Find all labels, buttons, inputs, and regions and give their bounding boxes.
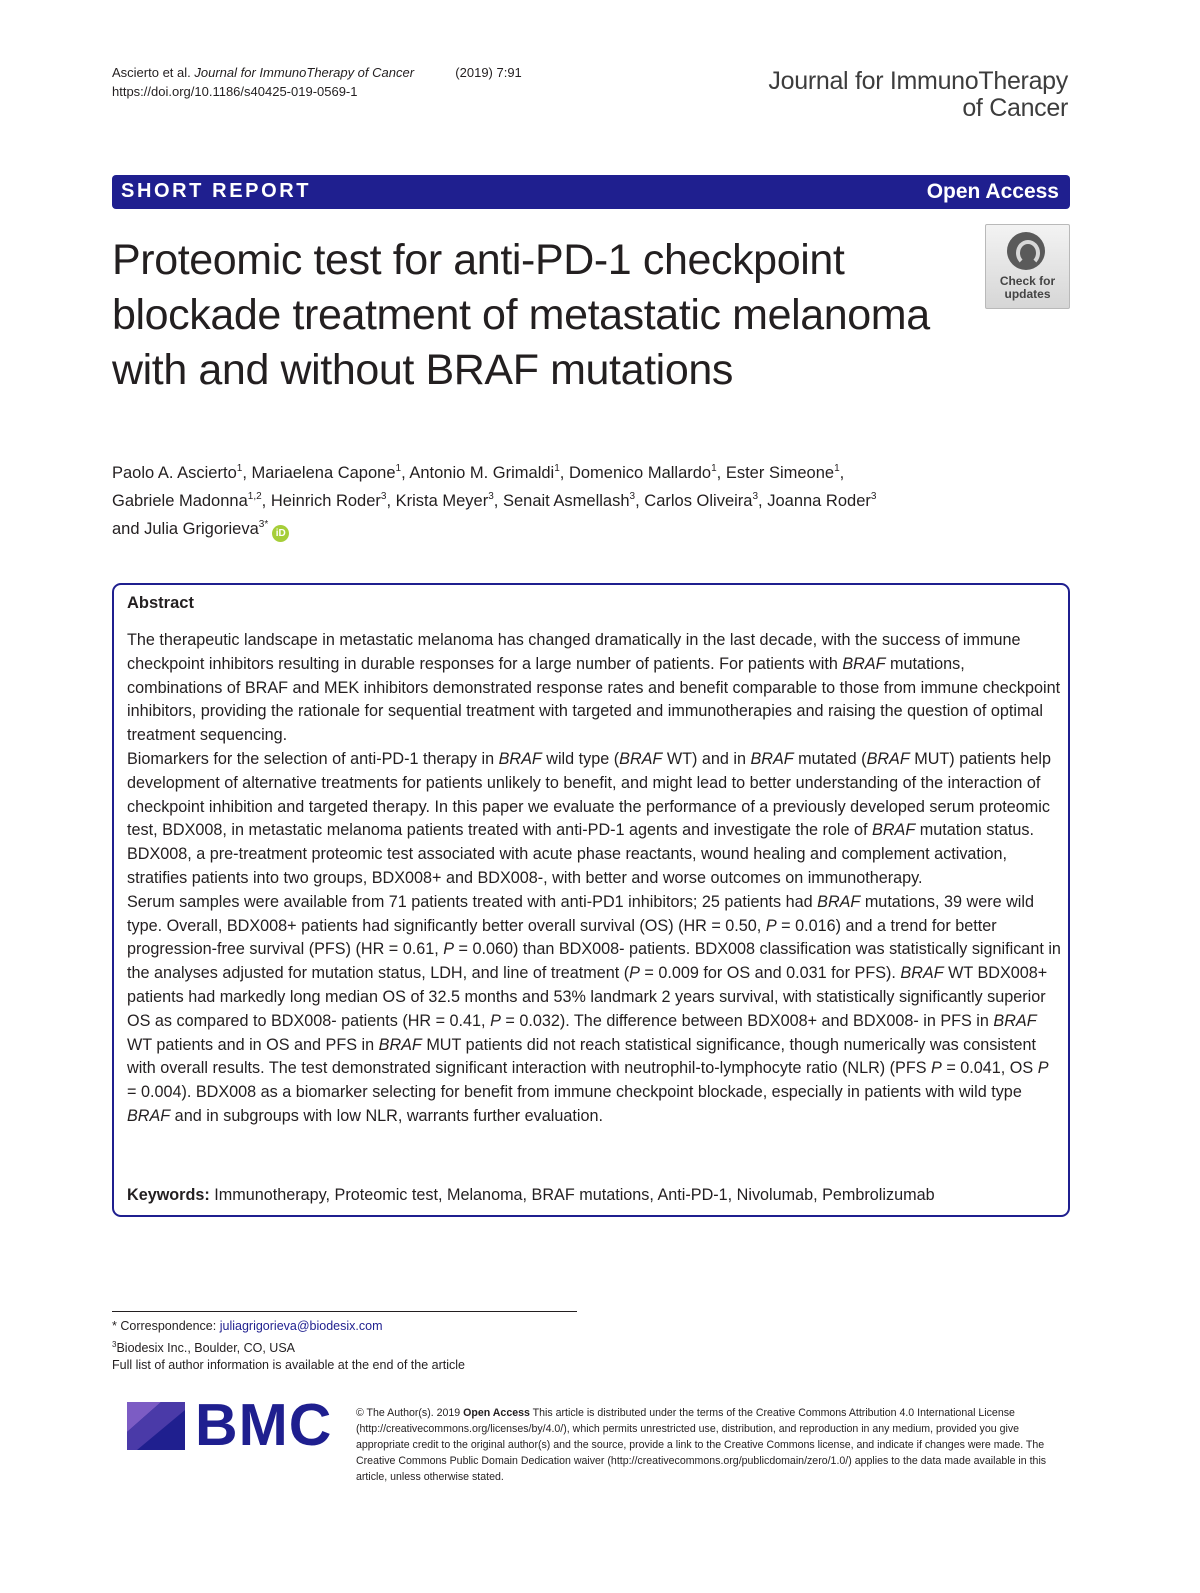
- author-affiliation: 3: [870, 491, 877, 502]
- author-affiliation: 1: [236, 463, 243, 474]
- abstract-heading: Abstract: [127, 594, 194, 612]
- keywords-line: [127, 1186, 935, 1205]
- journal-name: [768, 68, 1068, 122]
- open-access-label: Open Access: [926, 180, 1059, 203]
- author-affiliation: 3*: [258, 519, 269, 530]
- affiliation-text: Biodesix Inc., Boulder, CO, USA: [116, 1340, 296, 1355]
- author-affiliation: 1: [834, 463, 840, 474]
- author-name[interactable]: Joanna Roder: [767, 492, 871, 510]
- author-name[interactable]: Heinrich Roder: [270, 492, 381, 510]
- doi-link[interactable]: https://doi.org/10.1186/s40425-019-0569-1: [112, 84, 358, 99]
- bmc-logo-icon: [127, 1402, 185, 1450]
- abstract-box: [112, 583, 1070, 1217]
- author-name[interactable]: Krista Meyer: [395, 492, 489, 510]
- author-name[interactable]: Senait Asmellash: [502, 492, 630, 510]
- abstract-paragraph: Serum samples were available from 71 patients treated with anti-PD1 inhibitors; 25 patients had BRAF mutations, 39 were wild type. Overall, BDX008+ patients had significantly better overall survival (OS) (HR = 0.50, P = 0.016) and a trend for better progression-free survival (PFS) (HR = 0.61, P = 0.060) than BDX008- patients. BDX008 classification was statistically significant in the analyses adjusted for mutation status, LDH, and line of treatment (P = 0.009 for OS and 0.031 for PFS). BRAF WT BDX008+ patients had markedly long median OS of 32.5 months and 53% landmark 2 years survival, with statistically significantly superior OS as compared to BDX008- patients (HR = 0.41, P = 0.032). The difference between BDX008+ and BDX008- in PFS in BRAF WT patients and in OS and PFS in BRAF MUT patients did not reach statistical significance, though numerically was consistent with overall results. The test demonstrated significant interaction with neutrophil-to-lymphocyte ratio (NLR) (PFS P = 0.041, OS P = 0.004). BDX008 as a biomarker selecting for benefit from immune checkpoint blockade, especially in patients with wild type BRAF and in subgroups with low NLR, warrants further evaluation.: [127, 892, 1061, 1125]
- journal-name-line1: Journal for ImmunoTherapy: [768, 67, 1068, 95]
- license-lead: © The Author(s). 2019: [356, 1407, 461, 1419]
- license-open-access: Open Access: [463, 1407, 530, 1419]
- author-name[interactable]: Paolo A. Ascierto: [112, 464, 237, 482]
- citation-authors: Ascierto et al.: [112, 65, 191, 80]
- author-name[interactable]: Carlos Oliveira: [644, 492, 753, 510]
- bmc-logo-text: BMC: [195, 1392, 333, 1458]
- footnotes: [112, 1318, 465, 1375]
- author-affiliation: 3: [752, 491, 759, 502]
- orcid-icon[interactable]: iD: [272, 525, 289, 542]
- keywords-label: Keywords:: [127, 1186, 210, 1204]
- author-name[interactable]: Ester Simeone: [725, 464, 835, 482]
- keywords-list: Immunotherapy, Proteomic test, Melanoma, BRAF mutations, Anti-PD-1, Nivolumab, Pembrolizumab: [214, 1186, 935, 1204]
- abstract-body: [127, 629, 1061, 1129]
- author-name[interactable]: Gabriele Madonna: [112, 492, 248, 510]
- full-author-info-note: Full list of author information is available at the end of the article: [112, 1358, 465, 1373]
- author-affiliation: 3: [488, 491, 494, 502]
- author-name[interactable]: Antonio M. Grimaldi: [409, 464, 555, 482]
- article-title: Proteomic test for anti-PD-1 checkpoint blockade treatment of metastatic melanoma with and without BRAF mutations: [112, 236, 930, 394]
- license-text: This article is distributed under the terms of the Creative Commons Attribution 4.0 International License (http://creativecommons.org/licenses/by/4.0/), which permits unrestricted use, distribution, and reproduction in any medium, provided you give appropriate credit to the original author(s) and the source, provide a link to the Creative Commons license, and indicate if changes were made. The Creative Commons Public Domain Dedication waiver (http://creativecommons.org/publicdomain/zero/1.0/) applies to the data made available in this article, unless otherwise stated.: [356, 1407, 1047, 1483]
- journal-name-line2: of Cancer: [962, 94, 1068, 122]
- abstract-paragraph: The therapeutic landscape in metastatic melanoma has changed dramatically in the last decade, with the success of immune checkpoint inhibitors resulting in durable responses for a large number of patients. For patients with BRAF mutations, combinations of BRAF and MEK inhibitors demonstrated response rates and benefit comparable to those from immune checkpoint inhibitors, providing the rationale for sequential treatment with targeted and immunotherapies and raising the question of optimal treatment sequencing.: [127, 631, 1061, 745]
- running-header: [112, 63, 522, 82]
- author-affiliation: 3: [629, 491, 636, 502]
- citation-journal: Journal for ImmunoTherapy of Cancer: [194, 65, 415, 80]
- author-list: Paolo A. Ascierto$^1$, Mariaelena Capone$^1$, Antonio M. Grimaldi$^1$, Domenico Mallardo$^1$, Ester Simeone$^1$, Gabriele Madonna$^{1,2}$, Heinrich Roder$^3$, Krista Meyer$^3$, Senait Asmellash$^3$, Carlos Oliveira$^3$, Joanna Roder$^3$ and Julia Grigorieva$^{3*}$iD: [112, 459, 992, 543]
- author-affiliation: 1: [395, 463, 402, 474]
- author-affiliation: 1: [711, 463, 717, 474]
- author-affiliation: 3: [380, 491, 387, 502]
- license-statement: [356, 1405, 1056, 1485]
- author-affiliation: 1: [554, 463, 560, 474]
- correspondence-label: * Correspondence:: [112, 1319, 217, 1333]
- check-updates-line2: updates: [1004, 287, 1051, 301]
- abstract-paragraph: Biomarkers for the selection of anti-PD-1 therapy in BRAF wild type (BRAF WT) and in BRAF mutated (BRAF MUT) patients help development of alternative treatments for patients unlikely to benefit, and might lead to better understanding of the interaction of checkpoint inhibition and targeted therapy. In this paper we evaluate the performance of a previously developed serum proteomic test, BDX008, in metastatic melanoma patients treated with anti-PD-1 agents and investigate the role of BRAF mutation status. BDX008, a pre-treatment proteomic test associated with acute phase reactants, wound healing and complement activation, stratifies patients into two groups, BDX008+ and BDX008-, with better and worse outcomes on immunotherapy.: [127, 749, 1051, 887]
- author-name[interactable]: Julia Grigorieva: [144, 520, 259, 538]
- author-name[interactable]: Mariaelena Capone: [251, 464, 396, 482]
- article-type-banner: [112, 175, 1070, 209]
- article-type-label: SHORT REPORT: [121, 180, 312, 202]
- bookmark-icon: [1007, 232, 1045, 270]
- check-for-updates-badge[interactable]: [985, 224, 1070, 309]
- affiliation-number: 3: [112, 1339, 117, 1349]
- footnote-divider: [112, 1311, 577, 1312]
- author-name[interactable]: Domenico Mallardo: [568, 464, 712, 482]
- correspondence-email[interactable]: juliagrigorieva@biodesix.com: [219, 1319, 383, 1333]
- check-updates-line1: Check for: [999, 274, 1056, 288]
- author-affiliation: 1,2: [247, 491, 262, 502]
- citation-issue: (2019) 7:91: [455, 65, 522, 80]
